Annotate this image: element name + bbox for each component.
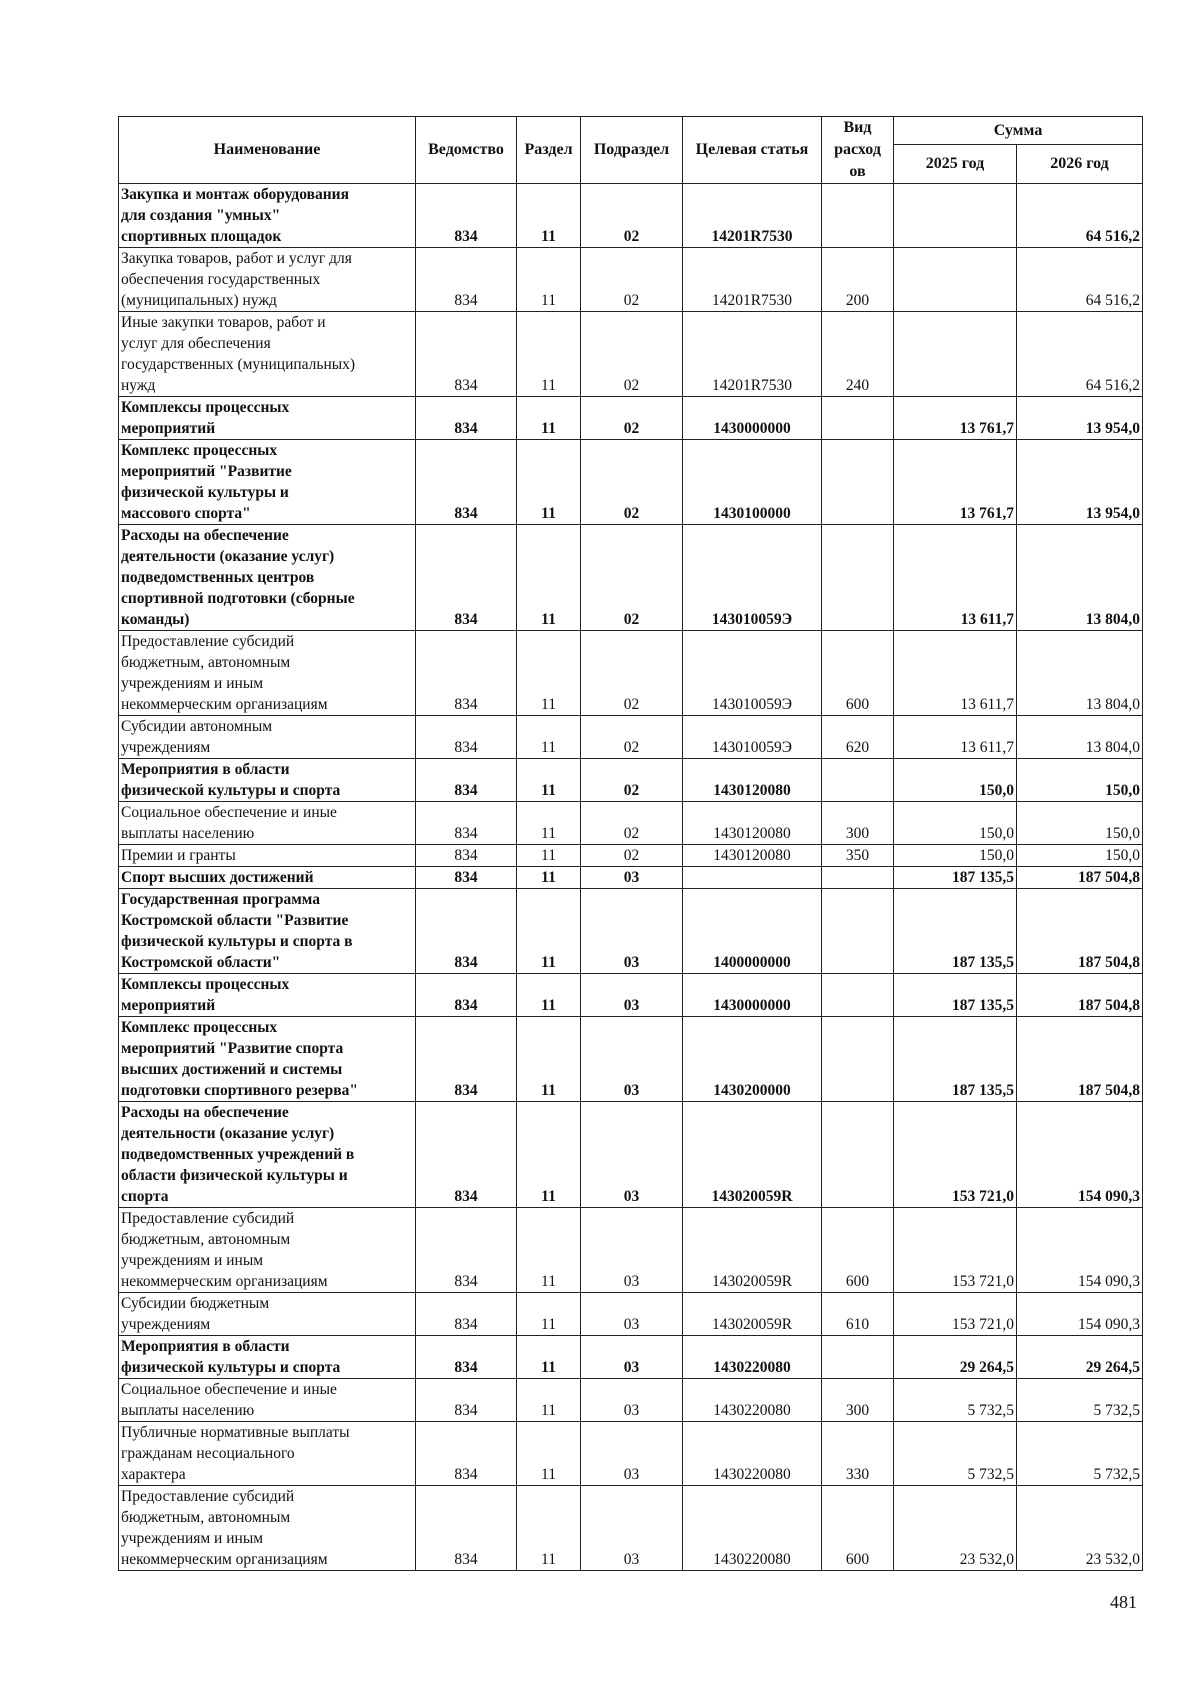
- table-row: [119, 440, 1143, 525]
- row-expense-type: [822, 397, 894, 440]
- row-expense-type: 200: [822, 248, 894, 312]
- row-razdel: 11: [517, 1336, 581, 1379]
- row-name: Мероприятия в области физической культуры и спорта: [119, 1336, 416, 1379]
- table-row: [119, 845, 1143, 867]
- table-row: [119, 525, 1143, 631]
- row-razdel: 11: [517, 1208, 581, 1293]
- row-sum-2026: 187 504,8: [1017, 1017, 1143, 1102]
- row-sum-2025: 150,0: [894, 802, 1017, 845]
- row-expense-type: [822, 440, 894, 525]
- row-sum-2026: 154 090,3: [1017, 1102, 1143, 1208]
- row-sum-2026: 150,0: [1017, 845, 1143, 867]
- header-vedomstvo: Ведомство: [416, 117, 517, 184]
- row-podrazdel: 03: [581, 1379, 683, 1422]
- row-sum-2025: 153 721,0: [894, 1208, 1017, 1293]
- table-row: [119, 867, 1143, 889]
- row-vedomstvo: 834: [416, 440, 517, 525]
- row-sum-2025: 150,0: [894, 845, 1017, 867]
- row-name: Расходы на обеспечение деятельности (оказание услуг) подведомственных центров спортивной подготовки (сборные команды): [119, 525, 416, 631]
- row-sum-2026: 13 954,0: [1017, 440, 1143, 525]
- row-sum-2025: 153 721,0: [894, 1102, 1017, 1208]
- row-target-article: 14201R7530: [683, 312, 822, 397]
- row-podrazdel: 03: [581, 1336, 683, 1379]
- row-sum-2026: 29 264,5: [1017, 1336, 1143, 1379]
- row-podrazdel: 02: [581, 312, 683, 397]
- table-row: [119, 248, 1143, 312]
- row-sum-2025: 187 135,5: [894, 867, 1017, 889]
- row-name: Предоставление субсидий бюджетным, автономным учреждениям и иным некоммерческим организациям: [119, 1486, 416, 1571]
- row-podrazdel: 03: [581, 1486, 683, 1571]
- row-sum-2025: 29 264,5: [894, 1336, 1017, 1379]
- row-expense-type: [822, 1102, 894, 1208]
- row-razdel: 11: [517, 759, 581, 802]
- table-row: [119, 1293, 1143, 1336]
- row-name: Расходы на обеспечение деятельности (оказание услуг) подведомственных учреждений в области физической культуры и спорта: [119, 1102, 416, 1208]
- row-sum-2026: 23 532,0: [1017, 1486, 1143, 1571]
- row-sum-2026: 5 732,5: [1017, 1379, 1143, 1422]
- row-vedomstvo: 834: [416, 184, 517, 248]
- row-podrazdel: 02: [581, 440, 683, 525]
- row-expense-type: [822, 184, 894, 248]
- row-expense-type: [822, 525, 894, 631]
- row-podrazdel: 03: [581, 1293, 683, 1336]
- row-razdel: 11: [517, 397, 581, 440]
- row-target-article: 1400000000: [683, 889, 822, 974]
- row-razdel: 11: [517, 1486, 581, 1571]
- table-row: [119, 1379, 1143, 1422]
- row-sum-2025: 5 732,5: [894, 1379, 1017, 1422]
- row-sum-2026: 64 516,2: [1017, 184, 1143, 248]
- row-razdel: 11: [517, 1293, 581, 1336]
- row-sum-2026: 187 504,8: [1017, 889, 1143, 974]
- row-sum-2025: 13 611,7: [894, 525, 1017, 631]
- row-razdel: 11: [517, 1102, 581, 1208]
- row-sum-2025: [894, 312, 1017, 397]
- row-sum-2025: 13 611,7: [894, 631, 1017, 716]
- row-sum-2025: 187 135,5: [894, 1017, 1017, 1102]
- header-name: Наименование: [119, 117, 416, 184]
- table-row: [119, 312, 1143, 397]
- row-name: Субсидии автономным учреждениям: [119, 716, 416, 759]
- header-row: [119, 117, 1143, 145]
- row-razdel: 11: [517, 1379, 581, 1422]
- row-name: Комплексы процессных мероприятий: [119, 397, 416, 440]
- row-razdel: 11: [517, 889, 581, 974]
- row-name: Спорт высших достижений: [119, 867, 416, 889]
- row-sum-2026: 13 804,0: [1017, 525, 1143, 631]
- row-sum-2025: 187 135,5: [894, 889, 1017, 974]
- row-vedomstvo: 834: [416, 867, 517, 889]
- row-vedomstvo: 834: [416, 1293, 517, 1336]
- row-expense-type: [822, 1336, 894, 1379]
- row-vedomstvo: 834: [416, 1017, 517, 1102]
- row-sum-2026: 5 732,5: [1017, 1422, 1143, 1486]
- row-sum-2026: 187 504,8: [1017, 867, 1143, 889]
- row-name: Социальное обеспечение и иные выплаты населению: [119, 1379, 416, 1422]
- budget-table: [118, 116, 1143, 1571]
- row-name: Социальное обеспечение и иные выплаты населению: [119, 802, 416, 845]
- row-expense-type: 600: [822, 1208, 894, 1293]
- header-target-article: Целевая статья: [683, 117, 822, 184]
- row-vedomstvo: 834: [416, 802, 517, 845]
- row-razdel: 11: [517, 525, 581, 631]
- row-sum-2025: 13 761,7: [894, 440, 1017, 525]
- row-expense-type: 600: [822, 631, 894, 716]
- row-sum-2026: 64 516,2: [1017, 312, 1143, 397]
- row-target-article: 14201R7530: [683, 248, 822, 312]
- row-target-article: 143020059R: [683, 1102, 822, 1208]
- row-name: Предоставление субсидий бюджетным, автономным учреждениям и иным некоммерческим организациям: [119, 1208, 416, 1293]
- table-row: [119, 1422, 1143, 1486]
- row-target-article: 143010059Э: [683, 525, 822, 631]
- row-razdel: 11: [517, 1017, 581, 1102]
- row-vedomstvo: 834: [416, 1102, 517, 1208]
- header-razdel: Раздел: [517, 117, 581, 184]
- table-row: [119, 184, 1143, 248]
- row-vedomstvo: 834: [416, 1336, 517, 1379]
- row-podrazdel: 03: [581, 889, 683, 974]
- row-name: Закупка и монтаж оборудования для создания "умных" спортивных площадок: [119, 184, 416, 248]
- row-podrazdel: 02: [581, 716, 683, 759]
- row-vedomstvo: 834: [416, 248, 517, 312]
- row-sum-2025: 187 135,5: [894, 974, 1017, 1017]
- table-row: [119, 759, 1143, 802]
- row-expense-type: [822, 867, 894, 889]
- row-razdel: 11: [517, 716, 581, 759]
- row-sum-2026: 13 954,0: [1017, 397, 1143, 440]
- row-vedomstvo: 834: [416, 1486, 517, 1571]
- row-sum-2026: 150,0: [1017, 802, 1143, 845]
- table-row: [119, 716, 1143, 759]
- row-expense-type: 610: [822, 1293, 894, 1336]
- row-podrazdel: 02: [581, 525, 683, 631]
- row-expense-type: 350: [822, 845, 894, 867]
- row-razdel: 11: [517, 802, 581, 845]
- row-expense-type: 300: [822, 1379, 894, 1422]
- row-vedomstvo: 834: [416, 889, 517, 974]
- row-sum-2025: 150,0: [894, 759, 1017, 802]
- row-target-article: 1430100000: [683, 440, 822, 525]
- row-target-article: 1430000000: [683, 397, 822, 440]
- table-row: [119, 631, 1143, 716]
- row-podrazdel: 02: [581, 631, 683, 716]
- row-razdel: 11: [517, 184, 581, 248]
- table-row: [119, 889, 1143, 974]
- row-podrazdel: 03: [581, 1102, 683, 1208]
- row-podrazdel: 02: [581, 845, 683, 867]
- row-podrazdel: 02: [581, 759, 683, 802]
- row-razdel: 11: [517, 867, 581, 889]
- row-expense-type: [822, 759, 894, 802]
- row-target-article: 1430000000: [683, 974, 822, 1017]
- row-sum-2026: 13 804,0: [1017, 716, 1143, 759]
- row-sum-2025: 5 732,5: [894, 1422, 1017, 1486]
- row-vedomstvo: 834: [416, 525, 517, 631]
- row-vedomstvo: 834: [416, 312, 517, 397]
- row-vedomstvo: 834: [416, 1379, 517, 1422]
- row-name: Субсидии бюджетным учреждениям: [119, 1293, 416, 1336]
- row-vedomstvo: 834: [416, 631, 517, 716]
- row-razdel: 11: [517, 248, 581, 312]
- row-podrazdel: 03: [581, 974, 683, 1017]
- row-sum-2025: 153 721,0: [894, 1293, 1017, 1336]
- row-target-article: 1430220080: [683, 1379, 822, 1422]
- row-expense-type: 300: [822, 802, 894, 845]
- row-vedomstvo: 834: [416, 1208, 517, 1293]
- row-podrazdel: 02: [581, 397, 683, 440]
- table-body: [119, 184, 1143, 1571]
- row-podrazdel: 03: [581, 1208, 683, 1293]
- table-row: [119, 802, 1143, 845]
- row-expense-type: 620: [822, 716, 894, 759]
- row-razdel: 11: [517, 631, 581, 716]
- row-sum-2025: [894, 184, 1017, 248]
- row-name: Комплекс процессных мероприятий "Развитие спорта высших достижений и системы подготовки спортивного резерва": [119, 1017, 416, 1102]
- row-sum-2025: 13 761,7: [894, 397, 1017, 440]
- table-row: [119, 1017, 1143, 1102]
- header-podrazdel: Подраздел: [581, 117, 683, 184]
- table-row: [119, 1486, 1143, 1571]
- row-name: Иные закупки товаров, работ и услуг для обеспечения государственных (муниципальных) нужд: [119, 312, 416, 397]
- row-target-article: 1430220080: [683, 1422, 822, 1486]
- page-number: 481: [1110, 1592, 1137, 1612]
- row-sum-2026: 150,0: [1017, 759, 1143, 802]
- row-podrazdel: 02: [581, 802, 683, 845]
- row-target-article: 1430220080: [683, 1336, 822, 1379]
- row-sum-2026: 64 516,2: [1017, 248, 1143, 312]
- row-razdel: 11: [517, 845, 581, 867]
- row-expense-type: 240: [822, 312, 894, 397]
- row-expense-type: 600: [822, 1486, 894, 1571]
- row-name: Премии и гранты: [119, 845, 416, 867]
- row-target-article: 14201R7530: [683, 184, 822, 248]
- row-razdel: 11: [517, 974, 581, 1017]
- row-target-article: 1430200000: [683, 1017, 822, 1102]
- row-name: Государственная программа Костромской области "Развитие физической культуры и спорта в Костромской области": [119, 889, 416, 974]
- row-sum-2026: 154 090,3: [1017, 1293, 1143, 1336]
- row-target-article: 143010059Э: [683, 631, 822, 716]
- header-year-2025: 2025 год: [894, 145, 1017, 184]
- table-row: [119, 1208, 1143, 1293]
- row-expense-type: [822, 1017, 894, 1102]
- table-row: [119, 974, 1143, 1017]
- row-name: Комплексы процессных мероприятий: [119, 974, 416, 1017]
- row-podrazdel: 03: [581, 1017, 683, 1102]
- row-podrazdel: 02: [581, 248, 683, 312]
- row-target-article: [683, 867, 822, 889]
- row-sum-2025: 23 532,0: [894, 1486, 1017, 1571]
- row-target-article: 143020059R: [683, 1293, 822, 1336]
- row-sum-2026: 13 804,0: [1017, 631, 1143, 716]
- header-sum: Сумма: [894, 117, 1143, 145]
- row-vedomstvo: 834: [416, 716, 517, 759]
- row-sum-2026: 154 090,3: [1017, 1208, 1143, 1293]
- table-row: [119, 1336, 1143, 1379]
- row-expense-type: [822, 974, 894, 1017]
- header-year-2026: 2026 год: [1017, 145, 1143, 184]
- row-podrazdel: 02: [581, 184, 683, 248]
- row-target-article: 143020059R: [683, 1208, 822, 1293]
- row-vedomstvo: 834: [416, 759, 517, 802]
- row-podrazdel: 03: [581, 1422, 683, 1486]
- row-razdel: 11: [517, 1422, 581, 1486]
- row-target-article: 1430220080: [683, 1486, 822, 1571]
- row-expense-type: [822, 889, 894, 974]
- row-name: Публичные нормативные выплаты гражданам несоциального характера: [119, 1422, 416, 1486]
- row-vedomstvo: 834: [416, 1422, 517, 1486]
- row-name: Предоставление субсидий бюджетным, автономным учреждениям и иным некоммерческим организациям: [119, 631, 416, 716]
- row-sum-2026: 187 504,8: [1017, 974, 1143, 1017]
- row-sum-2025: 13 611,7: [894, 716, 1017, 759]
- table-row: [119, 1102, 1143, 1208]
- row-name: Закупка товаров, работ и услуг для обеспечения государственных (муниципальных) нужд: [119, 248, 416, 312]
- header-expense-type: Вид расход ов: [822, 117, 894, 184]
- row-vedomstvo: 834: [416, 397, 517, 440]
- table-row: [119, 397, 1143, 440]
- row-podrazdel: 03: [581, 867, 683, 889]
- row-name: Комплекс процессных мероприятий "Развитие физической культуры и массового спорта": [119, 440, 416, 525]
- row-razdel: 11: [517, 312, 581, 397]
- row-target-article: 143010059Э: [683, 716, 822, 759]
- row-target-article: 1430120080: [683, 802, 822, 845]
- row-target-article: 1430120080: [683, 845, 822, 867]
- row-vedomstvo: 834: [416, 845, 517, 867]
- row-name: Мероприятия в области физической культуры и спорта: [119, 759, 416, 802]
- row-razdel: 11: [517, 440, 581, 525]
- row-sum-2025: [894, 248, 1017, 312]
- row-expense-type: 330: [822, 1422, 894, 1486]
- row-target-article: 1430120080: [683, 759, 822, 802]
- row-vedomstvo: 834: [416, 974, 517, 1017]
